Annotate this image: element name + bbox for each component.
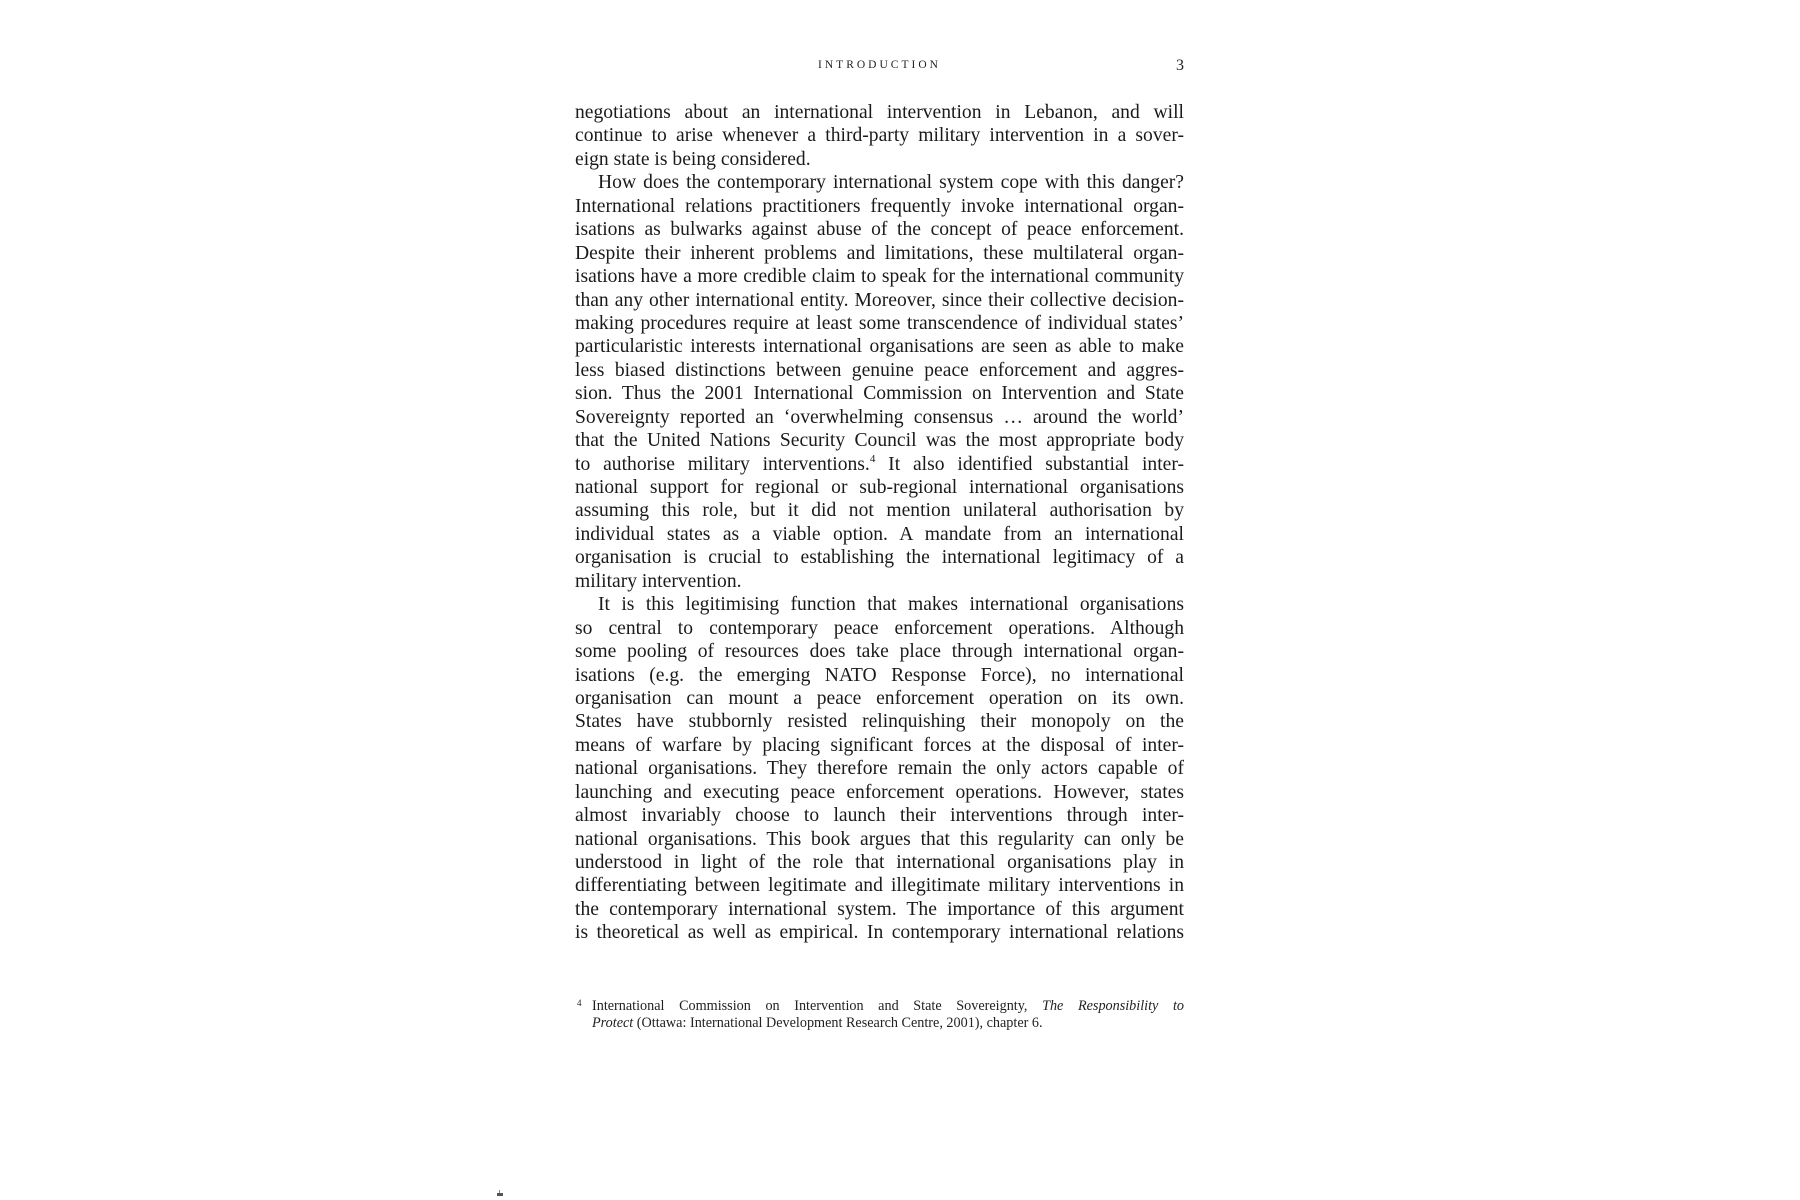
text-line (575, 710, 1184, 733)
line-text: particularistic interests international organisations are seen as able to make (575, 336, 1184, 358)
line-text: States have stubbornly resisted relinquishing their monopoly on the (575, 711, 1184, 733)
text-line (575, 640, 1184, 663)
text-line (575, 359, 1184, 382)
running-header (575, 57, 1184, 77)
line-text: than any other international entity. Moreover, since their collective decision- (575, 289, 1184, 311)
paragraph-first-line (575, 171, 1184, 194)
text-line (575, 289, 1184, 312)
line-text: eign state is being considered. (575, 148, 811, 170)
text-line (575, 757, 1184, 780)
line-text: national organisations. They therefore remain the only actors capable of (575, 758, 1184, 780)
text-line (575, 429, 1184, 452)
line-text: It also identified substantial inter- (875, 453, 1184, 475)
text-line (575, 335, 1184, 358)
text-line (575, 124, 1184, 147)
text-line (575, 101, 1184, 124)
line-text: is theoretical as well as empirical. In contemporary international relations (575, 922, 1184, 944)
text-line (575, 195, 1184, 218)
line-text: organisation can mount a peace enforcement operation on its own. (575, 687, 1184, 709)
text-line (575, 148, 1184, 171)
line-text: less biased distinctions between genuine peace enforcement and aggres- (575, 359, 1184, 381)
text-line (575, 312, 1184, 335)
line-text: some pooling of resources does take place through international organ- (575, 641, 1184, 663)
line-text: understood in light of the role that international organisations play in (575, 852, 1184, 873)
line-text: isations as bulwarks against abuse of the concept of peace enforcement. (575, 219, 1184, 241)
paragraph-first-line (575, 593, 1184, 616)
body-text (575, 101, 1184, 945)
line-text: to authorise military interventions. (575, 453, 870, 475)
footnotes (575, 998, 1184, 1032)
text-line (575, 734, 1184, 757)
scan-artifact-mark (497, 1193, 503, 1196)
text-line (575, 476, 1184, 499)
text-line (575, 499, 1184, 522)
line-text: assuming this role, but it did not mention unilateral authorisation by (575, 500, 1184, 522)
footnote-title-italic: The Responsibility to (1042, 998, 1184, 1014)
line-text: so central to contemporary peace enforcement operations. Although (575, 617, 1184, 639)
line-text: making procedures require at least some transcendence of individual states’ (575, 312, 1184, 334)
running-header-title: INTRODUCTION (818, 59, 941, 71)
text-line (575, 453, 1184, 476)
text-line (575, 570, 1184, 593)
text-line (575, 242, 1184, 265)
text-line (575, 664, 1184, 687)
line-text: means of warfare by placing significant forces at the disposal of inter- (575, 734, 1184, 756)
text-line (575, 546, 1184, 569)
line-text: continue to arise whenever a third-party military intervention in a sover- (575, 125, 1184, 147)
footnote-line (575, 1015, 1184, 1032)
footnote-text: International Commission on Intervention and State Sovereignty, (592, 998, 1043, 1014)
line-text: military intervention. (575, 570, 742, 592)
line-text: national organisations. This book argues that this regularity can only be (575, 828, 1184, 850)
line-text: the contemporary international system. The importance of this argument (575, 898, 1184, 920)
footnote-line (575, 998, 1184, 1015)
footnote-text: (Ottawa: International Development Research Centre, 2001), chapter 6. (633, 1015, 1043, 1031)
line-text: individual states as a viable option. A mandate from an international (575, 523, 1184, 545)
footnote-title-italic: Protect (592, 1015, 634, 1031)
line-text: that the United Nations Security Council was the most appropriate body (575, 430, 1184, 452)
text-line (575, 382, 1184, 405)
text-line (575, 687, 1184, 710)
text-line (575, 921, 1184, 944)
line-text: International relations practitioners frequently invoke international organ- (575, 195, 1184, 217)
text-line (575, 265, 1184, 288)
line-text: isations (e.g. the emerging NATO Response Force), no international (575, 664, 1184, 686)
text-line (575, 218, 1184, 241)
text-line (575, 523, 1184, 546)
line-text: isations have a more credible claim to speak for the international community (575, 266, 1184, 288)
line-text: almost invariably choose to launch their interventions through inter- (575, 805, 1184, 827)
line-text: How does the contemporary international system cope with this danger? (598, 172, 1184, 194)
footnote-mark: 4 (577, 998, 582, 1008)
line-text: launching and executing peace enforcement operations. However, states (575, 781, 1184, 803)
line-text: negotiations about an international intervention in Lebanon, and will (575, 102, 1184, 123)
line-text: It is this legitimising function that makes international organisations (598, 594, 1184, 616)
line-text: sion. Thus the 2001 International Commission on Intervention and State (575, 383, 1184, 405)
text-line (575, 898, 1184, 921)
page-number: 3 (1176, 57, 1184, 74)
text-line (575, 406, 1184, 429)
line-text: national support for regional or sub-regional international organisations (575, 477, 1184, 498)
line-text: Sovereignty reported an ‘overwhelming consensus … around the world’ (575, 406, 1184, 428)
text-line (575, 617, 1184, 640)
line-text: organisation is crucial to establishing the international legitimacy of a (575, 547, 1184, 569)
footnote-reference[interactable]: 4 (869, 452, 876, 465)
line-text: differentiating between legitimate and illegitimate military interventions in (575, 875, 1184, 897)
text-line (575, 851, 1184, 874)
text-line (575, 781, 1184, 804)
text-line (575, 804, 1184, 827)
line-text: Despite their inherent problems and limitations, these multilateral organ- (575, 242, 1184, 264)
text-line (575, 828, 1184, 851)
text-line (575, 874, 1184, 897)
